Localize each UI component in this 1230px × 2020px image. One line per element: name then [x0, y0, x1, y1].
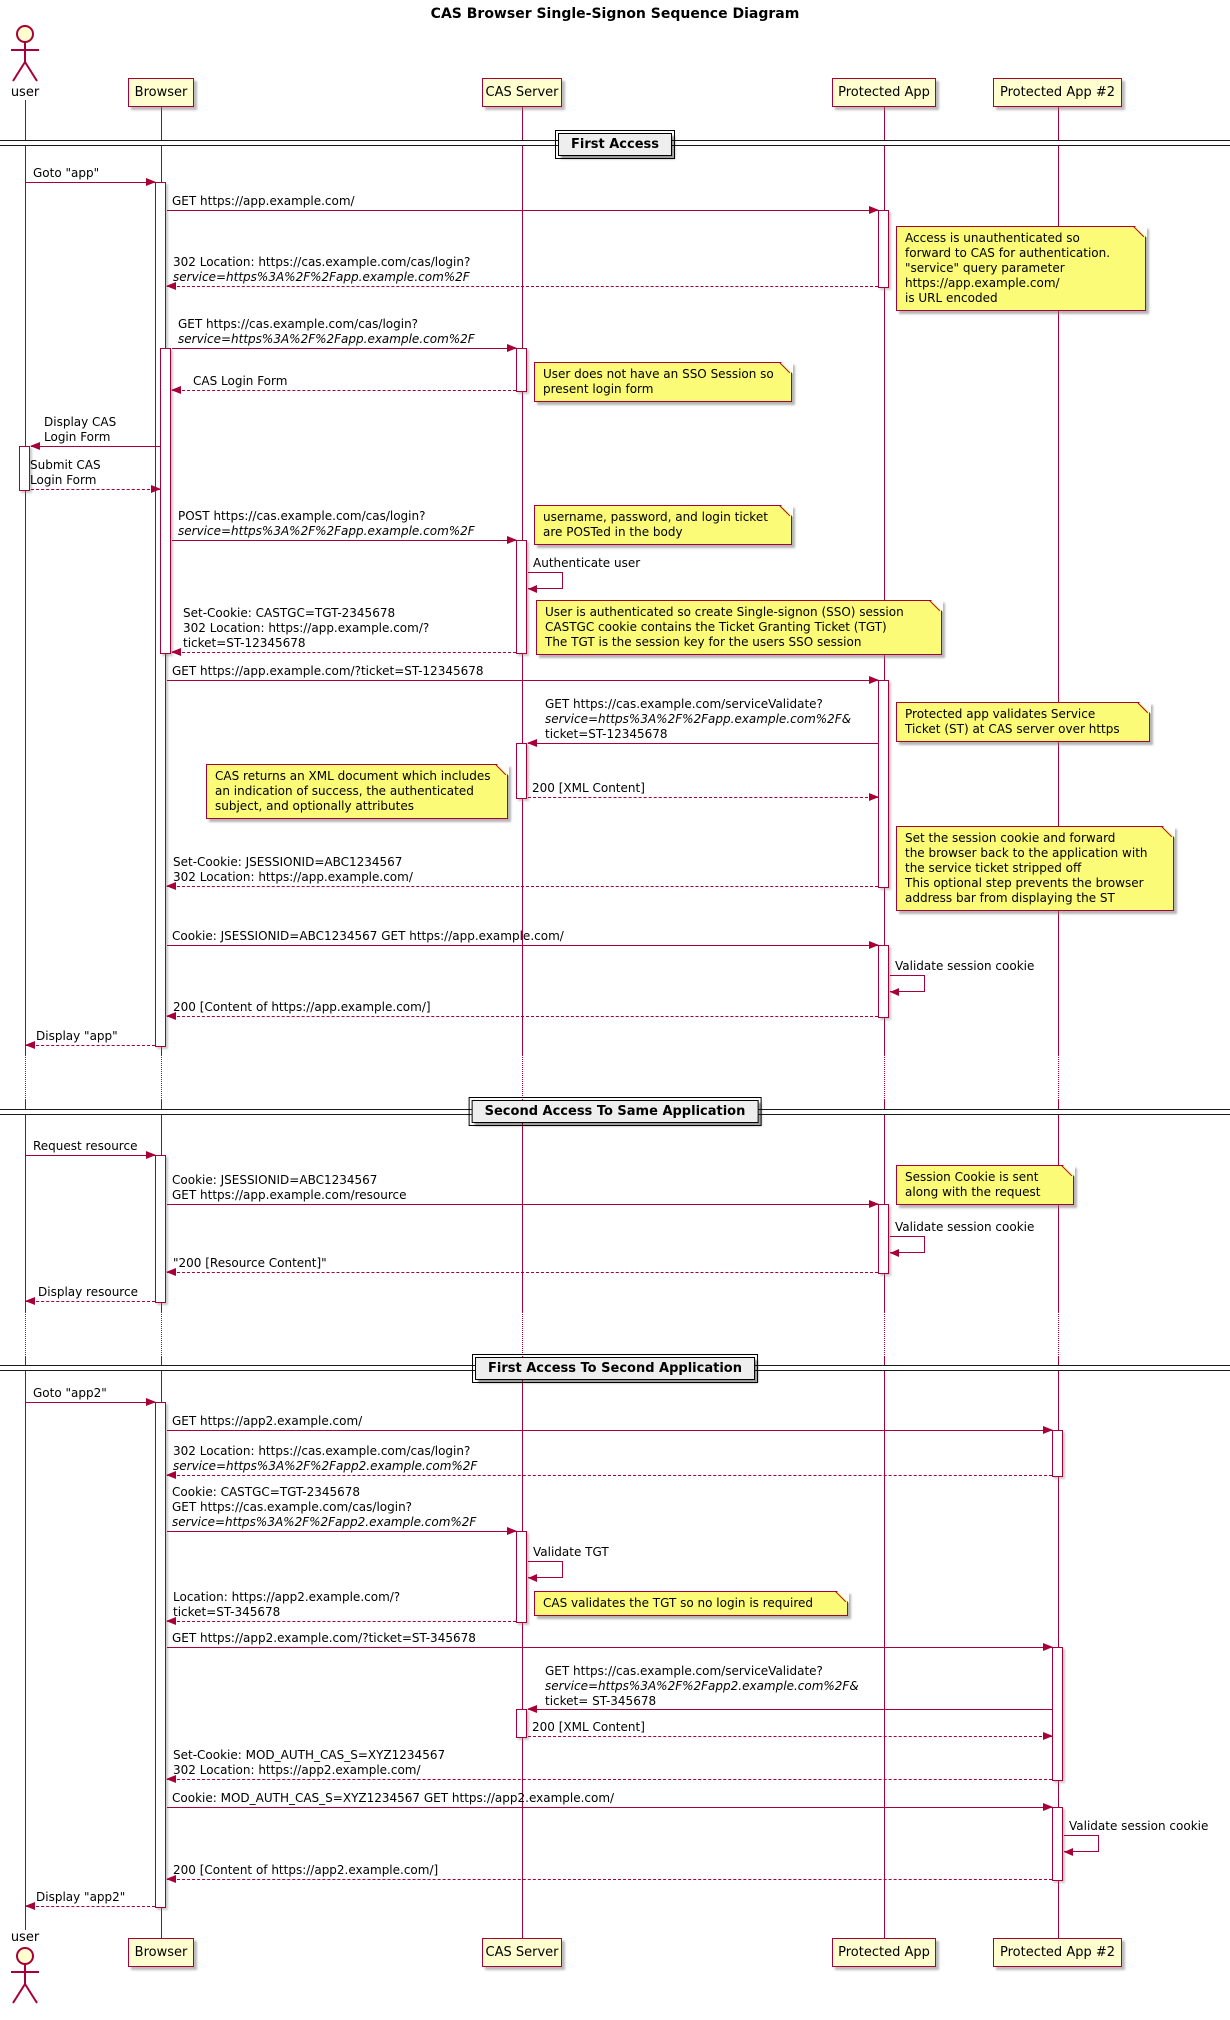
text-line: Session Cookie is sent — [905, 1170, 1039, 1184]
arrowhead-right-icon — [869, 206, 879, 214]
message-get-app2-line — [167, 1430, 1052, 1431]
text-line: GET https://app2.example.com/?ticket=ST-345678 — [172, 1631, 476, 1645]
note-xml-response — [206, 764, 508, 819]
arrowhead-right-icon — [1043, 1426, 1053, 1434]
text-line: This optional step prevents the browser — [905, 876, 1144, 890]
cas-lifeline-gap — [522, 1055, 523, 1100]
browser-lifeline-gap — [161, 1055, 162, 1100]
text-line: 200 [Content of https://app2.example.com/] — [173, 1863, 439, 1877]
participant-protected-app-top: Protected App — [832, 78, 936, 107]
message-get-app2-ticket-label — [172, 1631, 476, 1646]
arrowhead-right-icon — [1043, 1643, 1053, 1651]
text-line: ticket=ST-12345678 — [545, 727, 668, 741]
message-200-app2-content-label — [173, 1863, 438, 1878]
arrowhead-left-icon — [890, 1249, 899, 1257]
message-cookie-get-app-line — [167, 945, 878, 946]
text-line: https://app.example.com/ — [905, 276, 1060, 290]
text-line: Access is unauthenticated so — [905, 231, 1080, 245]
diagram-title: CAS Browser Single-Signon Sequence Diagram — [430, 6, 800, 22]
text-line: ticket=ST-12345678 — [183, 636, 306, 650]
arrowhead-left-icon — [166, 882, 176, 890]
message-get-cas-login-label — [178, 317, 475, 347]
app-activation-2 — [878, 680, 889, 888]
section-title: First Access — [571, 137, 659, 152]
message-set-cookie-modauthcas-line — [167, 1779, 1052, 1780]
arrowhead-right-icon — [507, 1527, 517, 1535]
text-line: Cookie: CASTGC=TGT-2345678 — [172, 1485, 361, 1499]
message-get-app-ticket-label — [172, 664, 484, 679]
message-goto-app2-label — [33, 1386, 107, 1401]
app2-lifeline-gap — [1058, 1312, 1059, 1357]
text-line: CASTGC cookie contains the Ticket Granting Ticket (TGT) — [545, 620, 887, 634]
message-display-cas-login-form-label — [44, 415, 116, 445]
user-lifeline — [25, 100, 26, 1055]
arrowhead-right-icon — [146, 1151, 156, 1159]
message-display-cas-login-form-line — [31, 446, 160, 447]
arrowhead-left-icon — [890, 988, 899, 996]
app2-lifeline — [1058, 1100, 1059, 1312]
arrowhead-left-icon — [171, 648, 181, 656]
participant-protected-app2-top: Protected App #2 — [993, 78, 1122, 107]
message-200-app2-content-line — [167, 1879, 1052, 1880]
message-request-resource-label — [33, 1139, 137, 1154]
text-line: Request resource — [33, 1139, 138, 1153]
message-cas-login-form-line — [172, 390, 516, 391]
text-line: forward to CAS for authentication. — [905, 246, 1111, 260]
text-line: ticket=ST-345678 — [173, 1605, 281, 1619]
text-line: 200 [XML Content] — [532, 1720, 645, 1734]
app2-activation-2 — [1052, 1647, 1063, 1781]
message-display-app2-label — [36, 1890, 125, 1905]
message-200-xml-line — [528, 797, 878, 798]
message-cas-login-form-label — [193, 374, 287, 389]
text-line: are POSTed in the body — [543, 525, 683, 539]
message-submit-cas-login-form-line — [31, 489, 160, 490]
message-302-cas-login-app2-line — [167, 1475, 1052, 1476]
message-302-cas-login-label — [173, 255, 470, 285]
note-no-sso-session — [534, 362, 792, 402]
text-line: Ticket (ST) at CAS server over https — [905, 722, 1120, 736]
message-goto-app-label — [33, 166, 99, 181]
message-authenticate-user-label — [533, 556, 640, 571]
message-200-xml-2-line — [528, 1736, 1052, 1737]
text-line: service=https%3A%2F%2Fapp2.example.com%2F — [172, 1515, 477, 1529]
cas-activation-5 — [516, 1709, 527, 1738]
arrowhead-left-icon — [166, 1617, 176, 1625]
cas-activation-3 — [516, 743, 527, 799]
arrowhead-left-icon — [25, 1041, 35, 1049]
arrowhead-left-icon — [1064, 1848, 1073, 1856]
message-validate-session-cookie-3-loop — [1064, 1835, 1099, 1852]
message-cookie-get-resource-label — [172, 1173, 406, 1203]
message-validate-session-cookie-3-label — [1069, 1819, 1208, 1834]
message-get-cas-login-line — [172, 348, 516, 349]
arrowhead-left-icon — [166, 282, 176, 290]
user-lifeline — [25, 1100, 26, 1312]
arrowhead-left-icon — [527, 1705, 537, 1713]
text-line: 302 Location: https://app.example.com/? — [183, 621, 430, 635]
text-line: Validate session cookie — [895, 1220, 1035, 1234]
message-cookie-get-app-label — [172, 929, 564, 944]
arrowhead-left-icon — [527, 739, 537, 747]
arrowhead-right-icon — [869, 1200, 879, 1208]
app-lifeline-gap — [884, 1312, 885, 1357]
cas-activation-1 — [516, 348, 527, 392]
message-goto-app2-line — [25, 1402, 155, 1403]
message-set-cookie-jsessionid-label — [173, 855, 413, 885]
text-line: Set-Cookie: JSESSIONID=ABC1234567 — [173, 855, 403, 869]
text-line: along with the request — [905, 1185, 1041, 1199]
text-line: GET https://app.example.com/ — [172, 194, 355, 208]
message-request-resource-line — [25, 1155, 155, 1156]
browser-activation-2 — [155, 1155, 166, 1303]
message-validate-session-cookie-label — [895, 959, 1034, 974]
browser-activation-3 — [155, 1402, 166, 1908]
message-validate-session-cookie-loop — [890, 975, 925, 992]
section-divider-second-access — [472, 1100, 759, 1123]
text-line: GET https://app2.example.com/ — [172, 1414, 363, 1428]
message-302-cas-login-line — [167, 286, 878, 287]
arrowhead-right-icon — [1043, 1803, 1053, 1811]
text-line: "service" query parameter — [905, 261, 1065, 275]
participant-browser-bottom: Browser — [128, 1938, 194, 1967]
text-line: The TGT is the session key for the users SSO session — [545, 635, 862, 649]
text-line: "200 [Resource Content]" — [173, 1256, 327, 1270]
note-session-cookie-sent — [896, 1165, 1074, 1205]
note-unauthenticated-forward — [896, 226, 1146, 311]
user-actor-icon-bottom — [8, 1946, 42, 2006]
text-line: Cookie: JSESSIONID=ABC1234567 — [172, 1173, 378, 1187]
user-lifeline — [25, 1357, 26, 1930]
text-line: an indication of success, the authenticated — [215, 784, 474, 798]
browser-activation-nested — [160, 348, 171, 654]
text-line: service=https%3A%2F%2Fapp.example.com%2F& — [545, 712, 852, 726]
message-set-cookie-modauthcas-label — [173, 1748, 445, 1778]
text-line: Login Form — [44, 430, 111, 444]
section-divider-first-access — [558, 133, 672, 156]
message-get-servicevalidate-line — [528, 743, 878, 744]
text-line: GET https://cas.example.com/serviceValidate? — [545, 697, 823, 711]
text-line: ticket= ST-345678 — [545, 1694, 657, 1708]
arrowhead-right-icon — [869, 941, 879, 949]
arrowhead-left-icon — [166, 1875, 176, 1883]
message-validate-session-cookie-2-label — [895, 1220, 1034, 1235]
arrowhead-left-icon — [25, 1297, 35, 1305]
text-line: Validate TGT — [533, 1545, 609, 1559]
participant-browser-top: Browser — [128, 78, 194, 107]
text-line: GET https://cas.example.com/cas/login? — [172, 1500, 413, 1514]
message-display-resource-line — [26, 1301, 155, 1302]
message-cookie-get-resource-line — [167, 1204, 878, 1205]
cas-lifeline-gap — [522, 1312, 523, 1357]
text-line: Cookie: JSESSIONID=ABC1234567 GET https://app.example.com/ — [172, 929, 564, 943]
arrowhead-left-icon — [30, 442, 40, 450]
message-cookie-get-cas-login-app2-label — [172, 1485, 476, 1530]
note-sso-session-created — [536, 600, 942, 655]
user-lifeline-gap — [25, 1312, 26, 1357]
message-set-cookie-castgc-line — [172, 652, 516, 653]
app-activation-1 — [878, 210, 889, 288]
message-get-servicevalidate-app2-label — [545, 1664, 859, 1709]
text-line: CAS Login Form — [193, 374, 288, 388]
text-line: service=https%3A%2F%2Fapp.example.com%2F — [178, 524, 475, 538]
text-line: Validate session cookie — [895, 959, 1035, 973]
message-validate-tgt-loop — [528, 1561, 563, 1578]
message-post-cas-login-label — [178, 509, 475, 539]
section-title: First Access To Second Application — [488, 1361, 742, 1376]
message-get-app-line — [167, 210, 878, 211]
cas-lifeline — [522, 1100, 523, 1312]
arrowhead-right-icon — [151, 485, 161, 493]
text-line: 200 [Content of https://app.example.com/] — [173, 1000, 431, 1014]
arrowhead-right-icon — [146, 178, 156, 186]
arrowhead-right-icon — [146, 1398, 156, 1406]
text-line: GET https://app.example.com/resource — [172, 1188, 407, 1202]
arrowhead-right-icon — [869, 676, 879, 684]
arrowhead-left-icon — [528, 1574, 537, 1582]
text-line: 302 Location: https://cas.example.com/cas/login? — [173, 255, 471, 269]
app2-activation-3 — [1052, 1807, 1063, 1881]
message-get-app-ticket-line — [167, 680, 878, 681]
user-activation — [19, 446, 30, 491]
browser-lifeline-gap — [161, 1312, 162, 1357]
text-line: CAS returns an XML document which includes — [215, 769, 491, 783]
message-get-servicevalidate-app2-line — [528, 1709, 1052, 1710]
text-line: Location: https://app2.example.com/? — [173, 1590, 401, 1604]
message-display-app-label — [36, 1029, 118, 1044]
message-submit-cas-login-form-label — [30, 458, 101, 488]
user-lifeline-gap — [25, 1055, 26, 1100]
text-line: is URL encoded — [905, 291, 998, 305]
user-actor-label-bottom: user — [10, 1930, 40, 1945]
text-line: Display resource — [38, 1285, 138, 1299]
text-line: Display "app2" — [36, 1890, 126, 1904]
message-cookie-get-app2-label — [172, 1791, 614, 1806]
note-validates-service-ticket — [896, 702, 1150, 742]
arrowhead-left-icon — [25, 1902, 35, 1910]
text-line: Authenticate user — [533, 556, 641, 570]
section-divider-second-application — [475, 1357, 755, 1380]
message-cookie-get-cas-login-app2-line — [167, 1531, 516, 1532]
text-line: the service ticket stripped off — [905, 861, 1082, 875]
arrowhead-left-icon — [171, 386, 181, 394]
message-get-app-label — [172, 194, 355, 209]
text-line: 302 Location: https://app2.example.com/ — [173, 1763, 421, 1777]
participant-cas-server-bottom: CAS Server — [482, 1938, 562, 1967]
text-line: service=https%3A%2F%2Fapp.example.com%2F — [178, 332, 475, 346]
text-line: Cookie: MOD_AUTH_CAS_S=XYZ1234567 GET https://app2.example.com/ — [172, 1791, 615, 1805]
text-line: 302 Location: https://cas.example.com/cas/login? — [173, 1444, 471, 1458]
arrowhead-left-icon — [166, 1775, 176, 1783]
text-line: Set-Cookie: CASTGC=TGT-2345678 — [183, 606, 396, 620]
arrowhead-left-icon — [166, 1471, 176, 1479]
message-set-cookie-jsessionid-line — [167, 886, 878, 887]
text-line: User does not have an SSO Session so — [543, 367, 774, 381]
note-session-cookie-forward — [896, 826, 1174, 911]
arrowhead-right-icon — [507, 344, 517, 352]
message-set-cookie-castgc-label — [183, 606, 429, 651]
message-200-resource-content-line — [167, 1272, 878, 1273]
text-line: POST https://cas.example.com/cas/login? — [178, 509, 426, 523]
message-200-app-content-label — [173, 1000, 431, 1015]
message-get-app2-label — [172, 1414, 362, 1429]
text-line: GET https://cas.example.com/cas/login? — [178, 317, 419, 331]
note-tgt-no-login — [534, 1591, 848, 1616]
app-activation-4 — [878, 1204, 889, 1274]
message-get-app2-ticket-line — [167, 1647, 1052, 1648]
text-line: service=https%3A%2F%2Fapp2.example.com%2F& — [545, 1679, 859, 1693]
text-line: CAS validates the TGT so no login is required — [543, 1596, 814, 1610]
participant-protected-app2-bottom: Protected App #2 — [993, 1938, 1122, 1967]
text-line: 200 [XML Content] — [532, 781, 645, 795]
message-get-servicevalidate-label — [545, 697, 851, 742]
text-line: Goto "app" — [33, 166, 100, 180]
text-line: GET https://app.example.com/?ticket=ST-12345678 — [172, 664, 484, 678]
text-line: the browser back to the application with — [905, 846, 1148, 860]
arrowhead-right-icon — [507, 536, 517, 544]
text-line: address bar from displaying the ST — [905, 891, 1115, 905]
text-line: service=https%3A%2F%2Fapp2.example.com%2F — [173, 1459, 478, 1473]
section-title: Second Access To Same Application — [484, 1104, 746, 1119]
cas-activation-2 — [516, 540, 527, 654]
message-200-xml-2-label — [532, 1720, 645, 1735]
text-line: Display "app" — [36, 1029, 118, 1043]
app-activation-3 — [878, 945, 889, 1018]
text-line: Validate session cookie — [1069, 1819, 1209, 1833]
text-line: service=https%3A%2F%2Fapp.example.com%2F — [173, 270, 470, 284]
message-200-resource-content-label — [173, 1256, 327, 1271]
message-200-app-content-line — [167, 1016, 878, 1017]
message-location-app2-ticket-line — [167, 1621, 516, 1622]
cas-activation-4 — [516, 1531, 527, 1623]
text-line: subject, and optionally attributes — [215, 799, 414, 813]
arrowhead-right-icon — [1043, 1732, 1053, 1740]
app2-lifeline-gap — [1058, 1055, 1059, 1100]
message-display-app-line — [26, 1045, 155, 1046]
message-validate-session-cookie-2-loop — [890, 1236, 925, 1253]
text-line: Set-Cookie: MOD_AUTH_CAS_S=XYZ1234567 — [173, 1748, 446, 1762]
message-200-xml-label — [532, 781, 645, 796]
text-line: Login Form — [30, 473, 97, 487]
text-line: User is authenticated so create Single-signon (SSO) session — [545, 605, 904, 619]
message-goto-app-line — [25, 182, 155, 183]
user-actor-label: user — [10, 85, 40, 100]
message-display-app2-line — [26, 1906, 155, 1907]
text-line: Protected app validates Service — [905, 707, 1096, 721]
message-302-cas-login-app2-label — [173, 1444, 477, 1474]
message-display-resource-label — [38, 1285, 138, 1300]
user-actor-icon — [8, 24, 42, 84]
arrowhead-right-icon — [869, 793, 879, 801]
message-validate-tgt-label — [533, 1545, 609, 1560]
text-line: 302 Location: https://app.example.com/ — [173, 870, 413, 884]
participant-protected-app-bottom: Protected App — [832, 1938, 936, 1967]
text-line: Display CAS — [44, 415, 117, 429]
participant-cas-server-top: CAS Server — [482, 78, 562, 107]
arrowhead-left-icon — [166, 1268, 176, 1276]
note-credentials-posted — [534, 505, 792, 545]
text-line: present login form — [543, 382, 654, 396]
text-line: GET https://cas.example.com/serviceValidate? — [545, 1664, 823, 1678]
text-line: username, password, and login ticket — [543, 510, 768, 524]
app-lifeline-gap — [884, 1055, 885, 1100]
arrowhead-left-icon — [528, 585, 537, 593]
message-cookie-get-app2-line — [167, 1807, 1052, 1808]
text-line: Submit CAS — [30, 458, 101, 472]
text-line: Goto "app2" — [33, 1386, 107, 1400]
message-location-app2-ticket-label — [173, 1590, 400, 1620]
message-authenticate-user-loop — [528, 572, 563, 589]
app2-activation-1 — [1052, 1430, 1063, 1477]
arrowhead-left-icon — [166, 1012, 176, 1020]
message-post-cas-login-line — [172, 540, 516, 541]
text-line: Set the session cookie and forward — [905, 831, 1116, 845]
